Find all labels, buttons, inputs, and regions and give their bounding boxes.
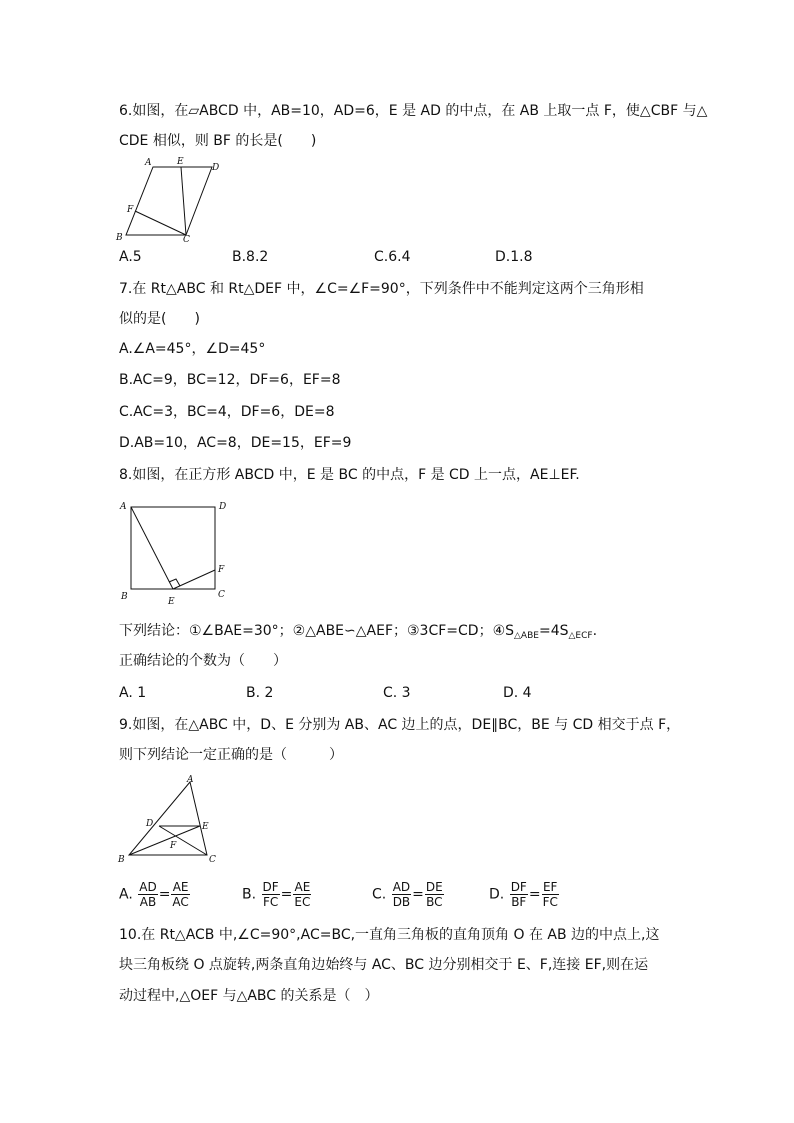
q6-label-f: F [127, 205, 134, 215]
q6-label-d: D [212, 163, 220, 173]
q9-option-c: C. $\frac{AD}{DB}$ = $\frac{DE}{BC}$ [372, 880, 443, 909]
fraction-denominator: BC [426, 895, 443, 909]
q9-line1: 9.如图，在△ABC 中，D、E 分别为 AB、AC 边上的点，DE∥BC，BE 与 CD 相交于点 F， [119, 717, 681, 733]
q6-label-b: B [116, 233, 123, 242]
q10-line2: 块三角板绕 O 点旋转,两条直角边始终与 AC、BC 边分别相交于 E、F,连接 EF,则在运 [119, 957, 649, 973]
q9-option-b-fraction-left [262, 880, 280, 909]
fraction-denominator: FC [542, 895, 558, 909]
q6-line1: 6.如图，在▱ABCD 中，AB=10，AD=6，E 是 AD 的中点，在 AB 上取一点 F，使△CBF 与△ [119, 103, 708, 119]
q8-sub-ecf: △ECF [568, 631, 593, 641]
q9-label-a: A [187, 775, 194, 785]
q6-option-b: B.8.2 [232, 249, 269, 265]
fraction-denominator: BF [511, 895, 527, 909]
q9-option-a: A. $\frac{AD}{AB}$ = $\frac{AE}{AC}$ [119, 880, 189, 909]
q9-option-d: D. $\frac{DF}{BF}$ = $\frac{EF}{FC}$ [489, 880, 558, 909]
q8-end: . [592, 623, 598, 639]
q9-label-b: B [118, 855, 125, 865]
q9-segment-be [129, 826, 200, 855]
fraction-denominator: EC [294, 895, 311, 909]
q10-line1: 10.在 Rt△ACB 中,∠C=90°,AC=BC,一直角三角板的直角顶角 O 在 AB 边的中点上,这 [119, 927, 660, 943]
fraction-numerator: AE [172, 880, 189, 894]
q7-line2: 似的是( ) [119, 311, 200, 327]
q9-label-f: F [170, 841, 177, 851]
q6-segment-cf [135, 211, 186, 235]
q9-triangle [129, 782, 207, 855]
q9-option-c-fraction-left [392, 880, 411, 909]
q9-option-d-fraction-left [510, 880, 528, 909]
q7-option-c: C.AC=3，BC=4，DF=6，DE=8 [119, 404, 335, 420]
q6-option-a: A.5 [119, 249, 142, 265]
q6-label-a: A [145, 158, 152, 168]
fraction-numerator: DF [262, 880, 279, 894]
q9-triangle-figure [116, 774, 224, 866]
q8-label-f: F [218, 565, 225, 575]
q6-label-c: C [183, 235, 190, 242]
q9-label-d: D [146, 819, 154, 829]
q8-square [131, 507, 215, 589]
q8-option-a: A. 1 [119, 685, 147, 701]
q9-option-a-label: A. [119, 886, 133, 903]
q10-line3: 动过程中,△OEF 与△ABC 的关系是（ ） [119, 988, 379, 1004]
fraction-numerator: AE [294, 880, 311, 894]
fraction-numerator: AD [392, 880, 411, 894]
q7-option-b: B.AC=9，BC=12，DF=6，EF=8 [119, 372, 341, 388]
fraction-numerator: DE [425, 880, 443, 894]
q9-option-c-fraction-right [425, 880, 444, 909]
q6-line2: CDE 相似，则 BF 的长是( ) [119, 133, 317, 149]
q9-segment-cd [159, 826, 207, 855]
fraction-denominator: FC [262, 895, 279, 909]
q9-option-a-fraction-right [171, 880, 189, 909]
fraction-denominator: AC [172, 895, 189, 909]
q8-conclusions [119, 622, 597, 645]
q8-label-b: B [121, 592, 128, 602]
q8-label-a: A [120, 502, 127, 512]
q8-mid: =4S [538, 623, 569, 639]
fraction-denominator: DB [392, 895, 411, 909]
q8-option-d: D. 4 [503, 685, 532, 701]
fraction-numerator: EF [542, 880, 558, 894]
q9-line2: 则下列结论一定正确的是（ ） [119, 747, 343, 763]
q8-sub-abe: △ABE [514, 631, 539, 641]
q9-label-e: E [202, 822, 209, 832]
q9-option-b: B. $\frac{DF}{FC}$ = $\frac{AE}{EC}$ [242, 880, 311, 909]
q8-segment-ae [131, 507, 173, 589]
q6-parallelogram [126, 167, 212, 235]
q6-label-e: E [177, 157, 184, 167]
q9-option-b-label: B. [242, 886, 257, 903]
q9-option-b-fraction-right [293, 880, 311, 909]
q8-question: 正确结论的个数为（ ） [119, 653, 287, 669]
q7-option-a: A.∠A=45°，∠D=45° [119, 341, 266, 357]
q8-option-c: C. 3 [383, 685, 411, 701]
q9-option-a-fraction-left [138, 880, 157, 909]
q8-option-b: B. 2 [246, 685, 274, 701]
q9-label-c: C [209, 855, 216, 865]
q9-option-d-label: D. [489, 886, 505, 903]
q6-segment-ce [181, 167, 186, 235]
q8-conclusions-text: 下列结论：①∠BAE=30°；②△ABE∽△AEF；③3CF=CD；④S [119, 623, 515, 639]
q8-label-d: D [219, 502, 227, 512]
q8-segment-ef [173, 570, 215, 589]
q6-parallelogram-figure [114, 154, 226, 242]
q9-option-c-label: C. [372, 886, 387, 903]
fraction-numerator: AD [139, 880, 157, 894]
fraction-denominator: AB [139, 895, 157, 909]
q7-line1: 7.在 Rt△ABC 和 Rt△DEF 中，∠C=∠F=90°，下列条件中不能判定这两个三角形相 [119, 281, 644, 297]
q7-option-d: D.AB=10，AC=8，DE=15，EF=9 [119, 435, 352, 451]
q8-line1: 8.如图，在正方形 ABCD 中，E 是 BC 的中点，F 是 CD 上一点，AE⊥EF. [119, 467, 580, 483]
q6-option-d: D.1.8 [495, 249, 533, 265]
fraction-numerator: DF [510, 880, 527, 894]
q8-label-e: E [168, 597, 175, 607]
q6-option-c: C.6.4 [374, 249, 411, 265]
q8-square-figure [118, 496, 240, 608]
q9-option-d-fraction-right [542, 880, 559, 909]
q8-label-c: C [218, 590, 225, 600]
